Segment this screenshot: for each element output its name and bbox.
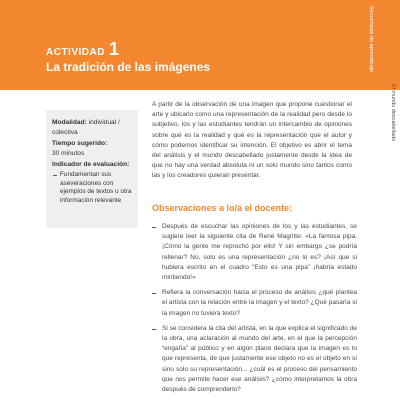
tiempo-value: 30 minutos — [52, 149, 85, 157]
list-item: Si se considera la cita del artista, en la que explica el significado de la obra, una aclaración al mundo del arte, en el que la percepción “engaña” al público y en algún plano declara que la imagen es lo que representa, de que justamente ese objeto no es el objeto en sí sino solo su representación... ¿cuál es el proceso del pensamiento que nos permite hacer ese análisis? ¿cómo interpretamos la obra después de comprenderlo? — [152, 324, 357, 395]
activity-label — [46, 40, 119, 58]
tiempo-label: Tiempo sugerido: — [52, 140, 108, 148]
observations-list — [152, 222, 357, 400]
side-tab-secuencias[interactable]: Secuencias de aprendizaje — [368, 6, 374, 73]
section-title: Observaciones a lo/a el docente: — [152, 203, 293, 213]
indicador-row — [52, 160, 132, 205]
activity-info-box — [46, 110, 138, 228]
modalidad-label: Modalidad: — [52, 119, 87, 126]
intro-paragraph: A partir de la observación de una imagen que propone cuestionar el arte y ubicarlo como una representación de la realidad pero desde lo subjetivo, los y las estudiantes tendrán un intercambio de opiniones sobre qué es la realidad y qué es la representación que el autor y cómo podemos identificar su intención. El objetivo es abrir el tema del análisis y el mundo descabellado justamente desde la idea de que no hay una verdad absoluta ni un solo mundo sino tantos como las y los creadores quieran presentar. — [152, 101, 352, 180]
activity-label-text: ACTIVIDAD — [46, 47, 105, 58]
tiempo-row — [52, 139, 132, 158]
modalidad-row — [52, 118, 132, 137]
indicador-list — [52, 171, 132, 205]
indicador-item: Fundamentan sus aseveraciones con ejemplos de textos u otra información relevante — [52, 171, 132, 205]
modalidad-value: individual / colectiva — [52, 119, 120, 136]
list-item: Refiera la conversación hacia el proceso de análisis ¿qué plantea el artista con la relación entre la imagen y el texto? ¿Qué pasaría si la imagen no tuviera texto? — [152, 288, 357, 319]
activity-title: La tradición de las imágenes — [46, 60, 211, 74]
list-item: Después de escuchar las opiniones de los y las estudiantes, se sugiere leer la siguiente cita de René Magritte: «La famosa pipa. ¡Cómo la gente me reprochó por ello! Y sin embargo ¿se podría rellenar? No, solo es una representación ¿no lo es? ¡Así que si hubiera escrito en el cuadro “Esto es una pipa” ¡habría estado mintiendo!» — [152, 222, 357, 283]
activity-number: 1 — [108, 39, 120, 59]
side-tab-mundo[interactable]: El mundo descabellado — [390, 84, 396, 142]
indicador-label: Indicador de evaluación: — [52, 161, 130, 169]
